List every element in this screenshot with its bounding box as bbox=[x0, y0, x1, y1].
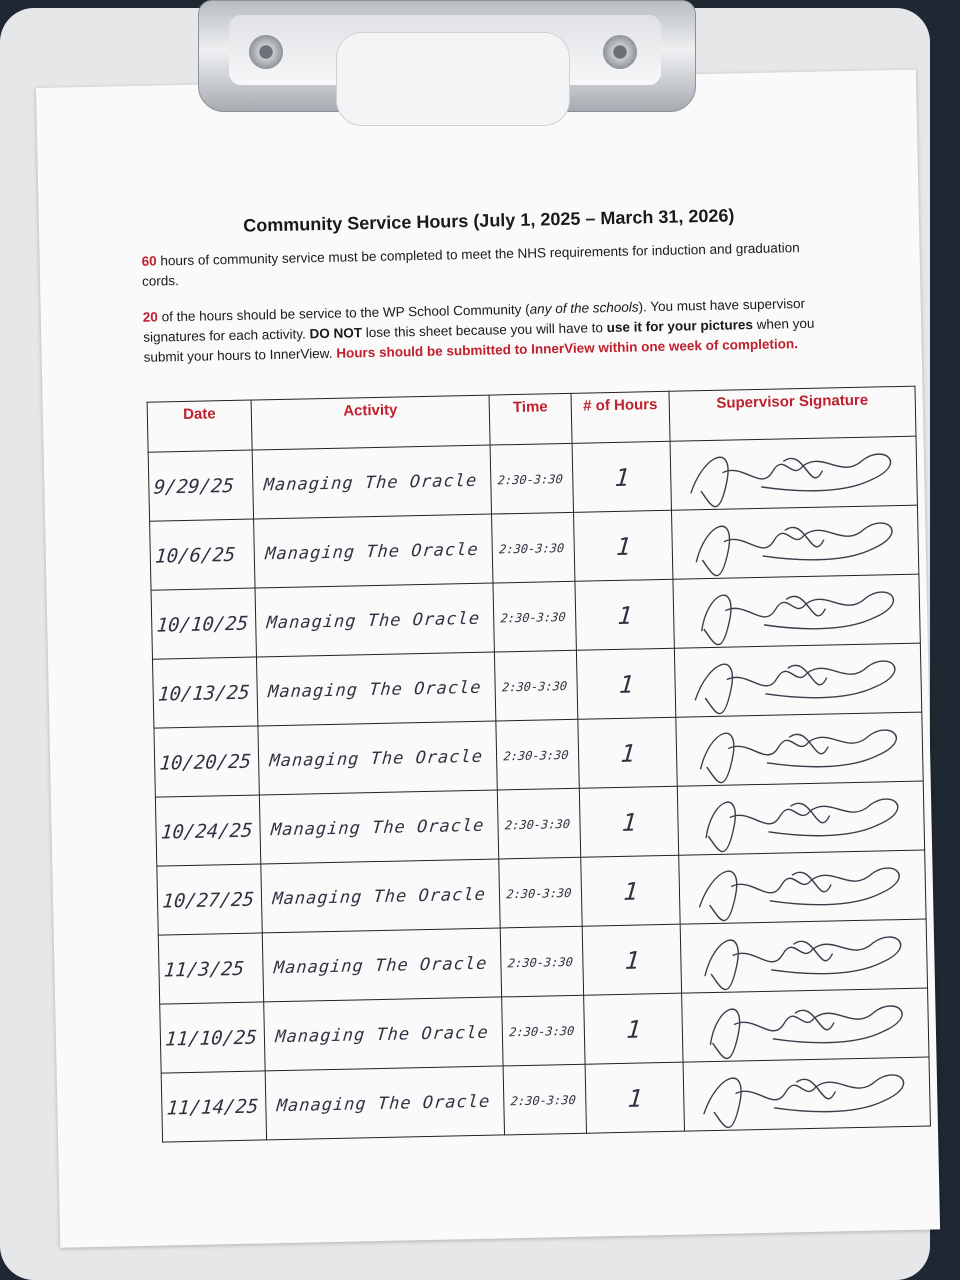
date-cell: 10/10/25 bbox=[149, 588, 259, 659]
handwritten-signature-icon bbox=[677, 851, 928, 922]
supervisor-signature-cell bbox=[678, 919, 930, 993]
table-body bbox=[148, 436, 930, 1142]
time-cell: 2:30-3:30 bbox=[498, 926, 586, 997]
time-cell: 2:30-3:30 bbox=[499, 995, 587, 1066]
hours-cell: 1 bbox=[577, 786, 681, 857]
clip-rivet-icon bbox=[249, 35, 283, 69]
requirement-text: hours of community service must be completed to meet the NHS requirements for induction and graduation cords. bbox=[141, 240, 800, 289]
activity-cell: Managing The Oracle bbox=[250, 445, 494, 519]
service-log-table bbox=[147, 386, 931, 1143]
page-title: Community Service Hours (July 1, 2025 – March 31, 2026) bbox=[243, 205, 735, 236]
supervisor-signature-cell bbox=[681, 1057, 933, 1131]
handwritten-signature-icon bbox=[680, 989, 931, 1060]
time-cell: 2:30-3:30 bbox=[492, 650, 580, 721]
time-cell: 2:30-3:30 bbox=[488, 443, 576, 514]
hours-cell: 1 bbox=[579, 855, 683, 926]
activity-column-header: Activity bbox=[251, 395, 490, 450]
activity-cell: Managing The Oracle bbox=[253, 583, 497, 657]
hours-cell: 1 bbox=[583, 1062, 687, 1133]
hours-cell: 1 bbox=[581, 993, 685, 1064]
time-cell: 2:30-3:30 bbox=[489, 512, 577, 583]
handwritten-signature-icon bbox=[670, 507, 921, 578]
supervisor-signature-cell bbox=[668, 436, 920, 510]
activity-cell: Managing The Oracle bbox=[263, 1066, 507, 1140]
clip-rivet-icon bbox=[603, 35, 637, 69]
date-column-header: Date bbox=[147, 400, 252, 452]
use-for-pictures-text: use it for your pictures bbox=[606, 317, 754, 336]
hours-cell: 1 bbox=[570, 441, 674, 512]
supervisor-signature-cell bbox=[671, 574, 923, 648]
activity-cell: Managing The Oracle bbox=[260, 928, 504, 1002]
handwritten-signature-icon bbox=[681, 1058, 932, 1129]
activity-cell: Managing The Oracle bbox=[262, 997, 506, 1071]
submission-deadline-text: Hours should be submitted to InnerView within one week of completion. bbox=[336, 336, 799, 361]
hours-cell: 1 bbox=[576, 717, 680, 788]
handwritten-signature-icon bbox=[676, 782, 927, 853]
activity-cell: Managing The Oracle bbox=[254, 652, 498, 726]
signature-column-header: Supervisor Signature bbox=[669, 386, 916, 441]
service-hours-sheet bbox=[36, 70, 940, 1248]
hours-cell: 1 bbox=[580, 924, 684, 995]
handwritten-signature-icon bbox=[673, 645, 924, 716]
time-cell: 2:30-3:30 bbox=[495, 788, 583, 859]
date-cell: 10/27/25 bbox=[155, 864, 265, 935]
do-not-text: DO NOT bbox=[309, 325, 363, 342]
hours-cell: 1 bbox=[573, 579, 677, 650]
time-column-header: Time bbox=[489, 393, 572, 445]
handwritten-signature-icon bbox=[671, 576, 922, 647]
total-hours-value: 60 bbox=[141, 253, 157, 269]
requirement-paragraph bbox=[141, 238, 822, 292]
time-cell: 2:30-3:30 bbox=[494, 719, 582, 790]
date-cell: 11/14/25 bbox=[159, 1071, 269, 1142]
keep-sheet-text: lose this sheet because you will have to bbox=[361, 320, 607, 341]
date-cell: 10/13/25 bbox=[150, 657, 260, 728]
school-service-paragraph bbox=[143, 294, 824, 368]
supervisor-signature-cell bbox=[672, 643, 924, 717]
activity-cell: Managing The Oracle bbox=[259, 859, 503, 933]
date-cell: 11/3/25 bbox=[156, 933, 266, 1004]
time-cell: 2:30-3:30 bbox=[501, 1064, 589, 1135]
activity-cell: Managing The Oracle bbox=[256, 721, 500, 795]
clip-lever-handle bbox=[336, 32, 570, 126]
school-service-italic: any of the schools bbox=[529, 299, 639, 317]
date-cell: 10/20/25 bbox=[152, 726, 262, 797]
supervisor-signature-cell bbox=[679, 988, 931, 1062]
supervisor-signature-cell bbox=[674, 712, 926, 786]
supervisor-signature-cell bbox=[669, 505, 921, 579]
hours-column-header: # of Hours bbox=[571, 391, 670, 443]
activity-cell: Managing The Oracle bbox=[257, 790, 501, 864]
date-cell: 9/29/25 bbox=[146, 450, 256, 521]
handwritten-signature-icon bbox=[674, 714, 925, 785]
time-cell: 2:30-3:30 bbox=[497, 857, 585, 928]
handwritten-signature-icon bbox=[679, 920, 930, 991]
activity-cell: Managing The Oracle bbox=[251, 514, 495, 588]
time-cell: 2:30-3:30 bbox=[491, 581, 579, 652]
supervisor-signature-cell bbox=[675, 781, 927, 855]
supervisor-signature-cell bbox=[677, 850, 929, 924]
innerview-text: when you submit your hours to InnerView. bbox=[143, 315, 815, 365]
date-cell: 11/10/25 bbox=[158, 1002, 268, 1073]
handwritten-signature-icon bbox=[668, 438, 919, 509]
school-service-text: of the hours should be service to the WP School Community ( bbox=[157, 301, 530, 325]
hours-cell: 1 bbox=[574, 648, 678, 719]
school-hours-value: 20 bbox=[142, 309, 159, 325]
date-cell: 10/24/25 bbox=[153, 795, 263, 866]
hours-cell: 1 bbox=[571, 510, 675, 581]
date-cell: 10/6/25 bbox=[147, 519, 257, 590]
signature-requirement-text: ). You must have supervisor signatures for each activity. bbox=[143, 295, 806, 345]
